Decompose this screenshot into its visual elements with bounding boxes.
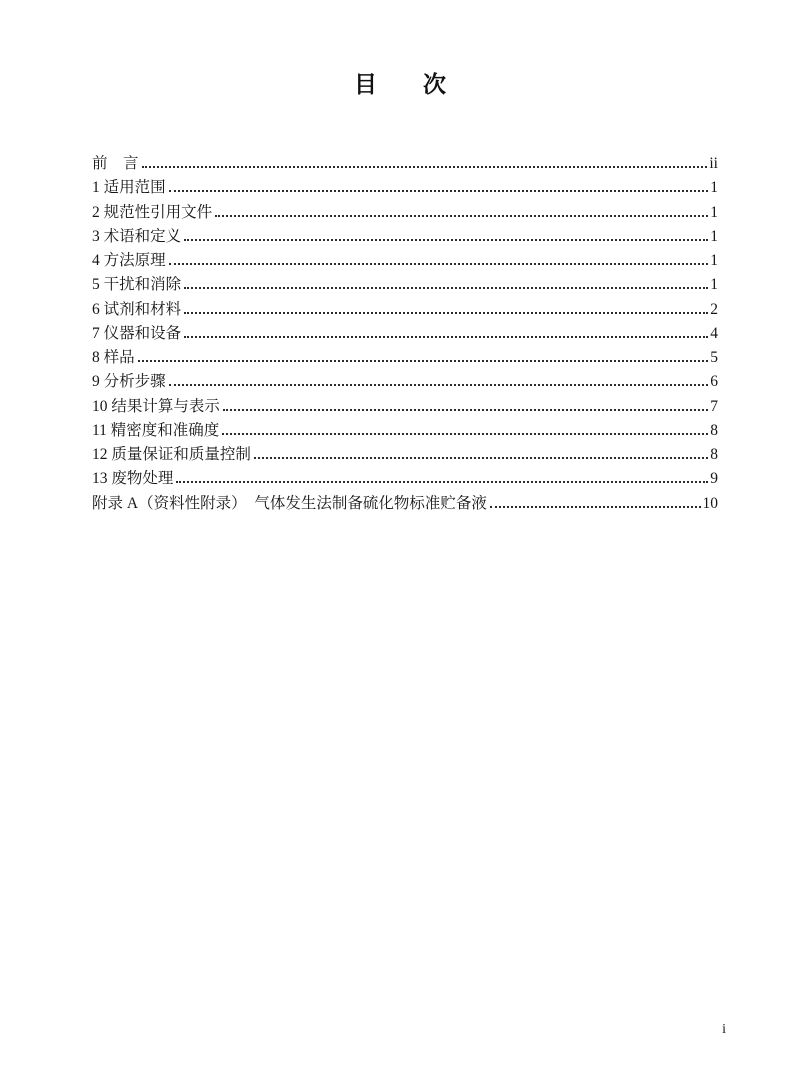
dot-leader bbox=[176, 481, 708, 483]
dot-leader bbox=[254, 457, 708, 459]
toc-entry-label: 2 规范性引用文件 bbox=[92, 203, 213, 221]
toc-entry-page: 8 bbox=[710, 446, 718, 463]
toc-entry bbox=[92, 322, 718, 346]
toc-entry-page: 5 bbox=[710, 349, 718, 366]
toc-entry bbox=[92, 273, 718, 297]
dot-leader bbox=[223, 409, 708, 411]
toc-entry-page: 1 bbox=[710, 252, 718, 269]
dot-leader bbox=[184, 287, 708, 289]
toc-entry-page: 1 bbox=[710, 203, 718, 221]
toc-entry-label: 8 样品 bbox=[92, 349, 135, 366]
toc-entry bbox=[92, 249, 718, 273]
toc-entry-label: 7 仪器和设备 bbox=[92, 324, 182, 342]
toc-entry-page: 8 bbox=[710, 421, 718, 439]
toc-entry bbox=[92, 395, 718, 419]
toc-entry bbox=[92, 419, 718, 443]
toc-entry-page: 1 bbox=[710, 227, 718, 245]
toc-entry-label: 12 质量保证和质量控制 bbox=[92, 446, 251, 463]
toc-entry-page: 1 bbox=[710, 276, 718, 294]
toc-entry bbox=[92, 492, 718, 516]
dot-leader bbox=[184, 312, 708, 314]
toc-entry-page: ii bbox=[709, 155, 718, 172]
toc-title: 目 次 bbox=[354, 71, 446, 97]
dot-leader bbox=[184, 336, 708, 338]
toc-entry bbox=[92, 152, 718, 176]
toc-entry bbox=[92, 298, 718, 322]
footer-page-number: i bbox=[722, 1022, 726, 1037]
toc-entry-label: 10 结果计算与表示 bbox=[92, 397, 220, 415]
toc-entry-label: 5 干扰和消除 bbox=[92, 276, 182, 294]
toc-entry bbox=[92, 467, 718, 491]
dot-leader bbox=[169, 190, 709, 192]
toc-entry bbox=[92, 201, 718, 225]
toc-entry-label: 1 适用范围 bbox=[92, 179, 166, 197]
toc-list bbox=[92, 152, 718, 516]
toc-entry-page: 1 bbox=[710, 179, 718, 197]
toc-entry bbox=[92, 225, 718, 249]
dot-leader bbox=[169, 384, 709, 386]
toc-entry-label: 4 方法原理 bbox=[92, 252, 166, 269]
dot-leader bbox=[142, 166, 708, 168]
toc-entry-label: 前 言 bbox=[92, 155, 139, 172]
toc-entry-page: 7 bbox=[710, 397, 718, 415]
dot-leader bbox=[138, 360, 709, 362]
toc-entry-label: 11 精密度和准确度 bbox=[92, 421, 220, 439]
toc-entry bbox=[92, 443, 718, 467]
toc-entry-label: 6 试剂和材料 bbox=[92, 300, 182, 318]
toc-entry bbox=[92, 370, 718, 394]
toc-entry-label: 附录 A（资料性附录） 气体发生法制备硫化物标准贮备液 bbox=[92, 494, 487, 512]
toc-entry bbox=[92, 346, 718, 370]
toc-entry-page: 10 bbox=[702, 494, 718, 512]
dot-leader bbox=[184, 239, 708, 241]
toc-entry-page: 2 bbox=[710, 300, 718, 318]
toc-entry bbox=[92, 176, 718, 200]
toc-entry-label: 13 废物处理 bbox=[92, 470, 174, 488]
toc-entry-page: 4 bbox=[710, 324, 718, 342]
dot-leader bbox=[490, 506, 701, 508]
dot-leader bbox=[215, 215, 708, 217]
toc-entry-page: 6 bbox=[710, 373, 718, 391]
toc-entry-page: 9 bbox=[710, 470, 718, 488]
dot-leader bbox=[222, 433, 708, 435]
toc-entry-label: 9 分析步骤 bbox=[92, 373, 166, 391]
dot-leader bbox=[169, 263, 709, 265]
toc-entry-label: 3 术语和定义 bbox=[92, 227, 182, 245]
